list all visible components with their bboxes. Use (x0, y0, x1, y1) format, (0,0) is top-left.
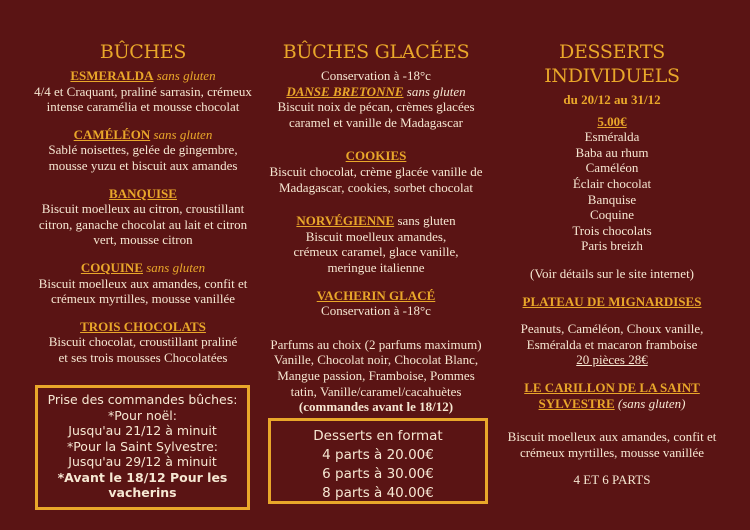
list-item: Éclair chocolat (572, 175, 652, 191)
carillon-title: SYLVESTRE (538, 395, 615, 411)
item-description: meringue italienne (327, 259, 425, 275)
box-line: Prise des commandes bûches: (47, 392, 238, 407)
parfums-line: Vanille, Chocolat noir, Chocolat Blanc, (273, 352, 479, 368)
plateau-description: Peanuts, Caméléon, Choux vanille, (520, 321, 704, 337)
item-tag: sans gluten (153, 126, 213, 142)
item-tag: sans gluten (146, 259, 206, 275)
box-line: *Pour la Saint Sylvestre: (66, 438, 219, 454)
menu-item-cookies (262, 148, 490, 195)
item-description: Sablé noisettes, gelée de gingembre, (48, 142, 238, 158)
box-line: Jusqu'au 21/12 à minuit (68, 423, 217, 438)
section-heading-buches-glacees: BÛCHES GLACÉES (282, 41, 470, 63)
box-line: vacherins (108, 485, 177, 500)
item-description: 4/4 et Craquant, praliné sarrasin, crémeux (34, 83, 252, 99)
item-description: crémeux caramel, glace vanille, (293, 244, 459, 260)
box-line: 6 parts à 30.00€ (322, 466, 434, 482)
order-deadline-note: (commandes avant le 18/12) (298, 399, 454, 415)
website-note: (Voir détails sur le site internet) (529, 265, 695, 281)
carillon-parts: 4 ET 6 PARTS (573, 472, 651, 488)
menu-item-trois-chocolats (12, 319, 274, 366)
item-description: et ses trois mousses Chocolatées (58, 349, 228, 365)
item-title: VACHERIN GLACÉ (316, 287, 436, 303)
item-description: intense caramélia et mousse chocolat (46, 99, 240, 115)
item-title: NORVÉGIENNE (296, 213, 395, 229)
menu-item-danse-bretonne (262, 84, 490, 131)
item-title: COOKIES (345, 148, 407, 164)
box-line: *Pour noël: (108, 407, 177, 423)
item-tag: sans gluten (156, 68, 216, 83)
conservation-note: Conservation à -18°c (321, 303, 431, 319)
item-title: ESMERALDA (70, 68, 154, 83)
column-buches-glacees (262, 38, 490, 415)
carillon-title: LE CARILLON DE LA SAINT (524, 379, 700, 395)
list-item: Coquine (589, 207, 635, 223)
list-item: Esméralda (584, 129, 640, 145)
column-desserts-individuels (494, 38, 730, 488)
item-description: Biscuit moelleux au citron, croustillant (41, 201, 245, 217)
conservation-note: Conservation à -18°c (321, 68, 431, 83)
menu-item-coquine (12, 260, 274, 307)
box-line: Desserts en format (313, 428, 443, 444)
price-label: 5.00€ (597, 113, 627, 129)
parfums-line: Mangue passion, Framboise, Pommes (277, 367, 475, 383)
box-line: *Avant le 18/12 Pour les (57, 469, 228, 485)
item-description: caramel et vanille de Madagascar (289, 114, 463, 130)
item-description: Biscuit noix de pécan, crèmes glacées (277, 99, 475, 115)
plateau-price: 20 pièces 28€ (576, 352, 648, 368)
order-deadlines-box (35, 385, 250, 510)
item-tag: sans gluten (406, 83, 466, 99)
box-line: 8 parts à 40.00€ (322, 485, 434, 501)
menu-item-esmeralda (12, 68, 274, 115)
list-item: Baba au rhum (575, 144, 649, 160)
menu-item-vacherin-glace (262, 288, 490, 319)
carillon-description: crémeux myrtilles, mousse vanillée (519, 444, 705, 460)
box-line: Jusqu'au 29/12 à minuit (68, 454, 217, 469)
item-description: vert, mousse citron (93, 232, 193, 248)
menu-item-norvegienne (262, 213, 490, 275)
item-description: crémeux myrtilles, mousse vanillée (50, 291, 236, 307)
list-item: Caméléon (585, 160, 639, 176)
item-tag: sans gluten (397, 213, 456, 229)
item-description: mousse yuzu et biscuit aux amandes (48, 157, 238, 173)
list-item: Trois chocolats (572, 222, 652, 238)
list-item: Paris breizh (581, 238, 643, 254)
section-heading-desserts-individuels: DESSERTS INDIVIDUELS (544, 41, 680, 87)
item-title: DANSE BRETONNE (286, 83, 404, 99)
item-description: Madagascar, cookies, sorbet chocolat (278, 179, 474, 195)
formats-box (268, 418, 488, 504)
item-tag: (sans gluten) (617, 395, 686, 411)
item-description: Biscuit chocolat, crème glacée vanille de (269, 163, 483, 179)
item-title: BANQUISE (109, 185, 177, 201)
box-line: 4 parts à 20.00€ (322, 447, 434, 463)
plateau-title: PLATEAU DE MIGNARDISES (522, 293, 702, 309)
menu-item-banquise (12, 186, 274, 248)
item-description: Biscuit moelleux aux amandes, confit et (38, 275, 248, 291)
plateau-description: Esméralda et macaron framboise (526, 336, 698, 352)
item-description: citron, ganache chocolat au lait et citron (38, 216, 248, 232)
date-range: du 20/12 au 31/12 (563, 92, 661, 107)
item-description: Biscuit chocolat, croustillant praliné (48, 334, 238, 350)
parfums-line: Parfums au choix (2 parfums maximum) (270, 336, 482, 352)
parfums-block (262, 337, 490, 415)
item-description: Biscuit moelleux amandes, (305, 228, 447, 244)
carillon-description: Biscuit moelleux aux amandes, confit et (507, 429, 717, 445)
parfums-line: tatin, Vanille/caramel/cacahuètes (290, 383, 462, 399)
item-title: COQUINE (80, 259, 143, 275)
list-item: Banquise (587, 191, 637, 207)
dessert-list (494, 129, 730, 254)
item-title: CAMÉLÉON (73, 126, 151, 142)
section-heading-buches: BÛCHES (99, 41, 187, 63)
column-buches (12, 38, 274, 366)
item-title: TROIS CHOCOLATS (80, 318, 206, 334)
menu-item-cameleon (12, 127, 274, 174)
